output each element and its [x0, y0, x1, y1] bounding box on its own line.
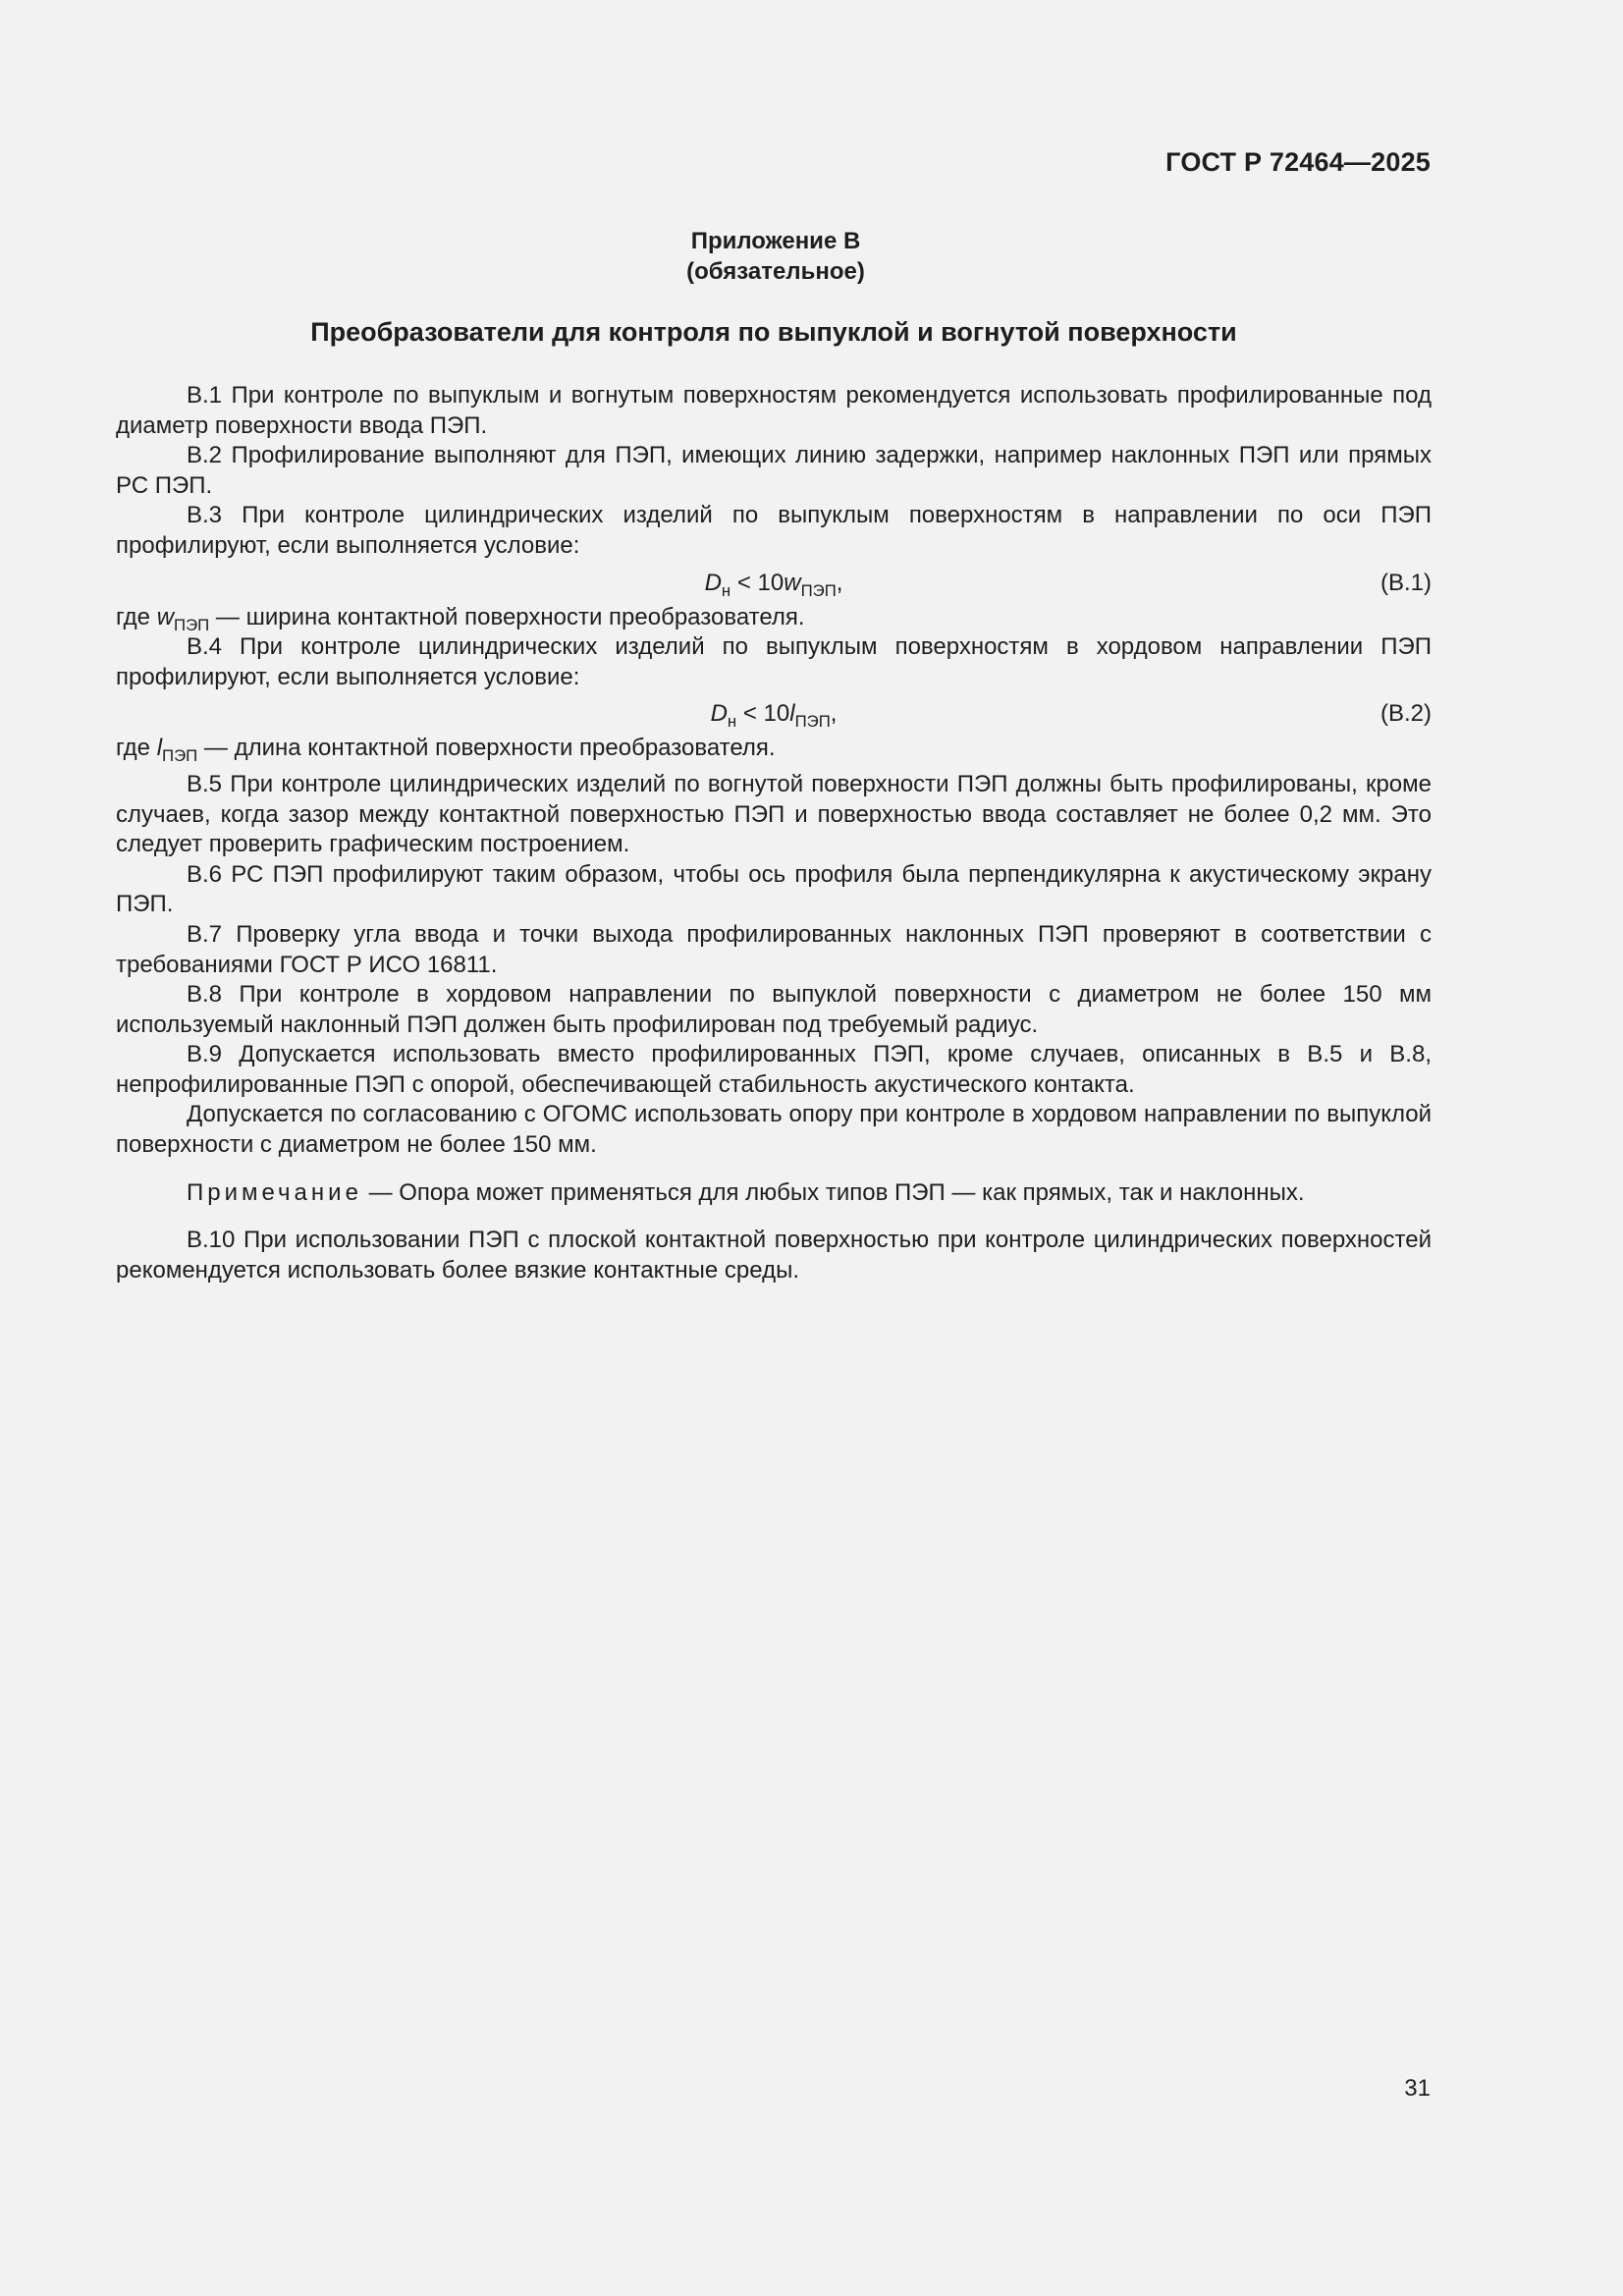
paragraph-b9: В.9 Допускается использовать вместо профилированных ПЭП, кроме случаев, описанных в В.5 и В.8, непрофилированные ПЭП с опорой, обеспечивающей стабильность акустического контакта. [116, 1041, 1432, 1098]
annex-title: Приложение В [690, 228, 861, 254]
note-text: — Опора может применяться для любых типов ПЭП — как прямых, так и наклонных. [361, 1178, 1305, 1206]
formula-b1-number: (В.1) [1380, 569, 1432, 596]
formula-b2-expression: $D_н < 10l_{ПЭП}$, [710, 700, 838, 732]
paragraph-b4: В.4 При контроле цилиндрических изделий по выпуклым поверхностям в хордовом направлении ПЭП профилируют, если выполняется условие: [116, 633, 1432, 690]
paragraph-b2: В.2 Профилирование выполняют для ПЭП, имеющих линию задержки, например наклонных ПЭП или прямых РС ПЭП. [116, 442, 1432, 499]
paragraph-b8: В.8 При контроле в хордовом направлении по выпуклой поверхности с диаметром не более 150 мм используемый наклонный ПЭП должен быть профилирован под требуемый радиус. [116, 981, 1432, 1038]
formula-b2 [116, 694, 1432, 734]
page-number: 31 [1404, 2075, 1431, 2102]
paragraph-b7: В.7 Проверку угла ввода и точки выхода профилированных наклонных ПЭП проверяют в соответствии с требованиями ГОСТ Р ИСО 16811. [116, 920, 1432, 978]
annex-heading [0, 226, 1551, 287]
annex-status: (обязательное) [686, 258, 865, 285]
section-title: Преобразователи для контроля по выпуклой и вогнутой поверхности [310, 317, 1237, 347]
paragraph-b3: В.3 При контроле цилиндрических изделий по выпуклым поверхностям в направлении по оси ПЭП профилируют, если выполняется условие: [116, 502, 1432, 559]
paragraph-b1: В.1 При контроле по выпуклым и вогнутым поверхностям рекомендуется использовать профилированные под диаметр поверхности ввода ПЭП. [116, 382, 1432, 439]
formula-b1 [116, 564, 1432, 603]
formula-b1-expression: $D_н < 10w_{ПЭП}$, [704, 569, 843, 600]
formula-b1-explanation: где $w_{ПЭП}$ — ширина контактной поверхности преобразователя. [116, 603, 805, 634]
document-body [116, 381, 1432, 1285]
paragraph-b10: В.10 При использовании ПЭП с плоской контактной поверхностью при контроле цилиндрических поверхностей рекомендуется использовать более вязкие контактные среды. [116, 1227, 1432, 1284]
paragraph-b5: В.5 При контроле цилиндрических изделий по вогнутой поверхности ПЭП должны быть профилированы, кроме случаев, когда зазор между контактной поверхностью ПЭП и поверхностью ввода составляет не более 0,2 мм. Это следует проверить графическим построением. [116, 770, 1432, 858]
paragraph-b6: В.6 РС ПЭП профилируют таким образом, чтобы ось профиля была перпендикулярна к акустическому экрану ПЭП. [116, 860, 1432, 918]
note [116, 1178, 1432, 1209]
document-code: ГОСТ Р 72464—2025 [1165, 147, 1431, 177]
formula-b2-number: (В.2) [1380, 700, 1432, 728]
formula-b2-explanation: где $l_{ПЭП}$ — длина контактной поверхности преобразователя. [116, 735, 776, 766]
paragraph-b9-extra: Допускается по согласованию с ОГОМС использовать опору при контроле в хордовом направлении по выпуклой поверхности с диаметром не более 150 мм. [116, 1101, 1432, 1159]
note-label: Примечание [187, 1178, 362, 1206]
